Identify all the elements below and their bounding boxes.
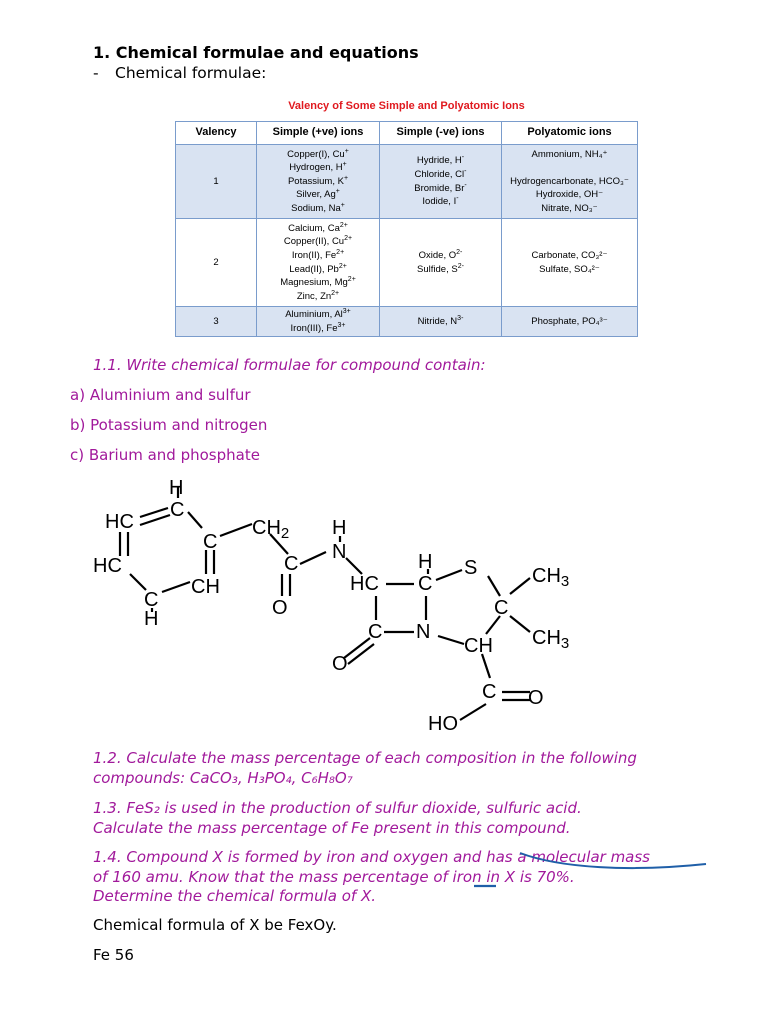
ion-entry: Hydrogencarbonate, HCO₃⁻ (510, 175, 629, 187)
col-header: Simple (-ve) ions (380, 122, 502, 145)
atom-label: C (482, 681, 497, 703)
answer-line-2: Fe 56 (93, 946, 134, 964)
ion-entry: Copper(II), $Cu^{2+}$ (283, 235, 353, 248)
subscript: 3 (560, 573, 570, 590)
ion-entry: 1 (213, 175, 219, 187)
atom-label: C (203, 531, 218, 553)
ion-entry: Iron(II), $Fe^{2+}$ (291, 248, 345, 261)
section-heading: 1. Chemical formulae and equations (93, 43, 419, 62)
atom-label: C (170, 499, 185, 521)
ion-entry: Sodium, Na+ (291, 201, 345, 214)
table-title: Valency of Some Simple and Polyatomic Ions (288, 100, 525, 112)
col-header: Valency (176, 122, 257, 145)
atom-label: H (169, 477, 184, 499)
question-1-4: 1.4. Compound X is formed by iron and oxygen and has a molecular mass of 160 amu. Know that the mass percentage of iron in X is 70%. Determine the chemical formula of X. (93, 848, 650, 905)
atom-label: O (332, 653, 348, 675)
ion-entry: Magnesium, $Mg^{2+}$ (280, 275, 356, 289)
atom-label: HC (105, 511, 134, 533)
atom-label: C (368, 621, 383, 643)
atom-label: C (284, 553, 299, 575)
ion-entry: Hydride, H- (416, 154, 465, 167)
ion-entry: Copper(I), Cu+ (287, 147, 349, 160)
bullet: - (93, 64, 99, 82)
ion-entry: Sulfate, SO₄²⁻ (539, 263, 600, 275)
ion-entry: Iodide, I- (422, 194, 459, 208)
ion-entry: Aluminium, $Al^{3+}$ (285, 307, 351, 320)
atom-label: O (528, 687, 544, 709)
ink-underline (520, 853, 706, 868)
atom-label: CH (191, 576, 220, 598)
option-b: b) Potassium and nitrogen (70, 416, 268, 434)
subscript: 3 (560, 635, 570, 652)
ion-entry: Chloride, Cl- (414, 167, 467, 180)
atom-label: H (418, 551, 433, 573)
option-a: a) Aluminium and sulfur (70, 386, 251, 404)
ion-entry: Oxide, $O^{2-}$ (418, 248, 463, 261)
atom-label: H (332, 517, 347, 539)
ion-entry: Hydrogen, H+ (289, 160, 347, 174)
ion-entry: Bromide, Br- (414, 181, 467, 194)
atom-label: C (494, 597, 509, 619)
atom-label: H (144, 608, 159, 630)
atom-label: HO (428, 713, 458, 735)
ion-entry: Zinc, $Zn^{2+}$ (296, 289, 340, 302)
atom-label: N (332, 541, 347, 563)
atom-label: CH (532, 565, 561, 587)
atom-label: CH (252, 517, 281, 539)
atom-label: CH (464, 635, 493, 657)
ion-entry: Iron(III), $Fe^{3+}$ (290, 321, 346, 334)
question-1-2: 1.2. Calculate the mass percentage of each composition in the following compounds: CaCO₃, H₃PO₄, C₆H₈O₇ (93, 749, 637, 787)
subscript: 2 (280, 525, 290, 542)
ion-entry: Lead(II), $Pb^{2+}$ (289, 262, 347, 275)
subheading-text: Chemical formulae: (115, 64, 267, 82)
ion-entry: Nitrate, NO₃⁻ (541, 202, 598, 214)
col-header: Polyatomic ions (502, 122, 638, 145)
atom-label: CH (532, 627, 561, 649)
question-1-1: 1.1. Write chemical formulae for compound contain: (93, 356, 486, 374)
ion-entry: Nitride, $N^{3-}$ (417, 314, 464, 327)
atom-label: HC (350, 573, 379, 595)
ion-entry: Hydroxide, OH⁻ (535, 189, 604, 201)
ion-entry: Ammonium, NH₄⁺ (531, 148, 608, 160)
atom-label: HC (93, 555, 122, 577)
option-c: c) Barium and phosphate (70, 446, 260, 464)
atom-label: C (144, 589, 159, 611)
atom-label: O (272, 597, 288, 619)
ion-entry: 2 (213, 256, 219, 268)
col-header: Simple (+ve) ions (257, 122, 380, 145)
ion-entry: Phosphate, PO₄³⁻ (531, 315, 608, 327)
ion-entry: Calcium, $Ca^{2+}$ (288, 221, 348, 234)
ion-entry: 3 (213, 315, 219, 327)
ion-entry: Carbonate, CO₃²⁻ (531, 249, 608, 261)
atom-label: N (416, 621, 431, 643)
ion-entry: Potassium, K+ (287, 174, 349, 187)
atom-label: C (418, 573, 433, 595)
answer-line-1: Chemical formula of X be FexOy. (93, 916, 337, 934)
question-1-3: 1.3. FeS₂ is used in the production of sulfur dioxide, sulfuric acid. Calculate the mass percentage of Fe present in this compound. (93, 799, 582, 837)
atom-label: S (464, 557, 478, 579)
ion-entry: Sulfide, $S^{2-}$ (417, 262, 464, 275)
ion-entry: Silver, Ag+ (296, 188, 340, 201)
